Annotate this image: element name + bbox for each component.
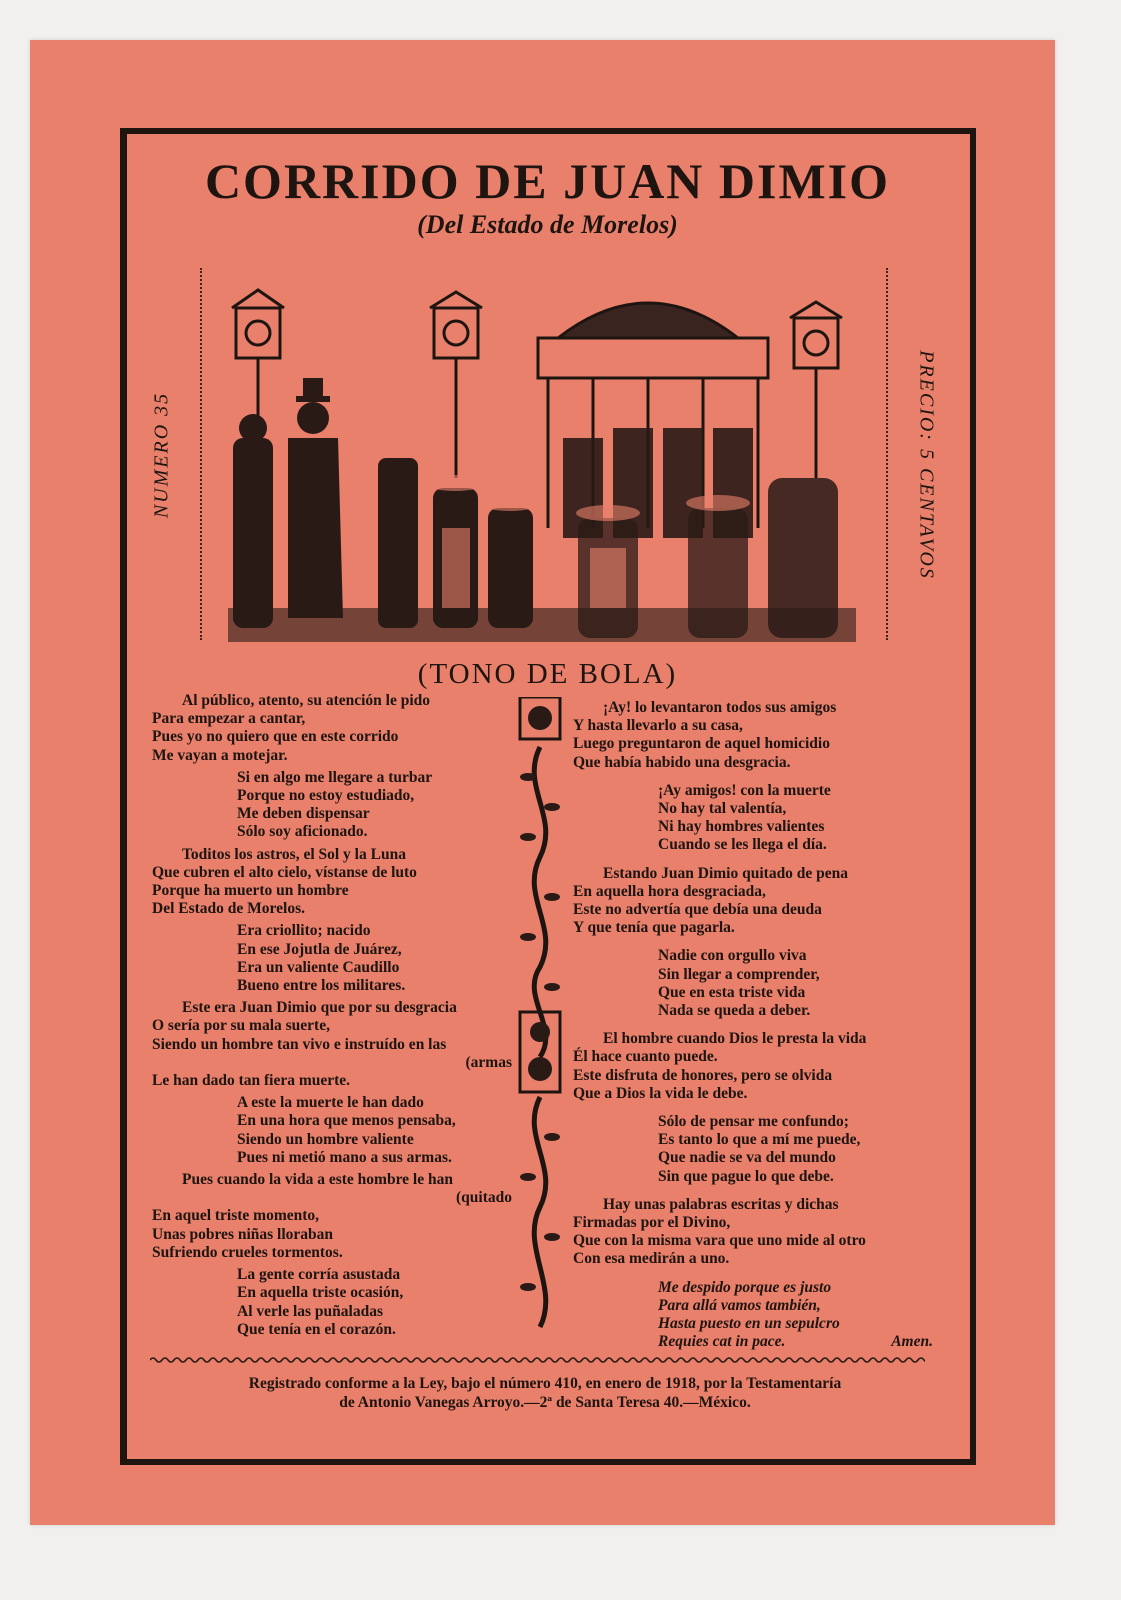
verse-line: Toditos los astros, el Sol y la Luna	[182, 845, 406, 863]
vine-ornament-divider	[518, 697, 562, 1333]
verse-line: Él hace cuanto puede.	[573, 1048, 718, 1066]
verse-line: Si en algo me llegare a turbar	[237, 768, 433, 786]
verse-line: Que con la misma vara que uno mide al otro	[573, 1232, 866, 1250]
verse-line: Me vayan a motejar.	[152, 746, 288, 764]
wavy-rule	[150, 1356, 925, 1364]
verse-line: Este disfruta de honores, pero se olvida	[573, 1066, 833, 1084]
stanza	[573, 782, 933, 855]
verse-line: Para empezar a cantar,	[152, 710, 306, 728]
registration-footer	[150, 1374, 940, 1412]
stanza	[573, 699, 933, 772]
verse-line: Y que tenía que pagarla.	[573, 919, 735, 937]
verse-line: Nada se queda a deber.	[658, 1002, 811, 1020]
verse-line: (quitado	[456, 1189, 512, 1207]
verse-line: Al público, atento, su atención le pido	[182, 692, 431, 709]
street-lamp-icon	[430, 292, 482, 478]
stanza	[573, 1030, 933, 1103]
verse-line: El hombre cuando Dios le presta la vida	[603, 1030, 867, 1048]
verse-line: Unas pobres niñas lloraban	[152, 1225, 334, 1243]
stanza	[152, 1171, 512, 1262]
stanza	[152, 1094, 512, 1167]
crowd-figures	[228, 378, 856, 642]
verse-line: Este era Juan Dimio que por su desgracia	[182, 999, 457, 1017]
verse-line: Que tenía en el corazón.	[237, 1320, 396, 1338]
verse-column-left	[152, 692, 512, 1343]
verse-line: ¡Ay amigos! con la muerte	[658, 781, 831, 799]
verse-line: Firmadas por el Divino,	[573, 1214, 731, 1232]
verse-line: Era un valiente Caudillo	[237, 958, 400, 976]
verse-line: Me deben dispensar	[237, 805, 370, 823]
verse-line: Pues yo no quiero que en este corrido	[152, 728, 399, 746]
verse-line: Que en esta triste vida	[658, 983, 806, 1001]
verse-line: Sólo de pensar me confundo;	[658, 1113, 849, 1131]
issue-number: NUMERO 35	[150, 391, 173, 519]
verse-line: Del Estado de Morelos.	[152, 900, 305, 918]
footer-line-1: Registrado conforme a la Ley, bajo el número 410, en enero de 1918, por la Testamentaría	[248, 1375, 842, 1392]
verse-line: Bueno entre los militares.	[237, 977, 406, 995]
verse-line: Hay unas palabras escritas y dichas	[603, 1195, 839, 1213]
wavy-divider-right	[886, 268, 892, 640]
price-label: PRECIO: 5 CENTAVOS	[915, 350, 938, 580]
stanza	[573, 1113, 933, 1186]
verse-line: Me despido porque es justo	[658, 1278, 832, 1296]
verse-line: Sólo soy aficionado.	[237, 823, 368, 841]
stanza	[152, 769, 512, 842]
verse-line: Pues ni metió mano a sus armas.	[237, 1148, 452, 1166]
verse-line: Que había habido una desgracia.	[573, 753, 791, 771]
verse-line: Porque no estoy estudiado,	[237, 787, 415, 805]
verse-line: Sin llegar a comprender,	[658, 965, 820, 983]
verse-line: Pues cuando la vida a este hombre le han	[182, 1171, 453, 1189]
verse-line: Que a Dios la vida le debe.	[573, 1084, 748, 1102]
stanza	[152, 692, 512, 765]
verse-line: Que cubren el alto cielo, vístanse de luto	[152, 863, 417, 881]
woodcut-illustration	[228, 278, 856, 642]
page-title: CORRIDO DE JUAN DIMIO	[204, 153, 891, 209]
verse-line: Le han dado tan fiera muerte.	[152, 1072, 351, 1090]
verse-line: Ni hay hombres valientes	[658, 818, 825, 836]
verse-line: Que nadie se va del mundo	[658, 1149, 836, 1167]
verse-line: La gente corría asustada	[237, 1266, 401, 1284]
verse-line: (armas	[465, 1053, 512, 1071]
verse-line: Siendo un hombre valiente	[237, 1130, 414, 1148]
stanza	[152, 999, 512, 1090]
verse-line: Hasta puesto en un sepulcro	[658, 1315, 840, 1333]
stanza	[573, 1196, 933, 1269]
closing-amen: Amen.	[891, 1333, 933, 1351]
stanza	[152, 846, 512, 919]
verse-line: No hay tal valentía,	[658, 800, 787, 818]
verse-line: Nadie con orgullo viva	[658, 947, 807, 965]
verse-line: Es tanto lo que a mí me puede,	[658, 1131, 861, 1149]
stanza	[573, 1279, 933, 1352]
verse-line: En aquella hora desgraciada,	[573, 882, 766, 900]
verse-line: En ese Jojutla de Juárez,	[237, 940, 402, 958]
stanza	[573, 947, 933, 1020]
verse-line: Con esa medirán a uno.	[573, 1250, 730, 1268]
verse-line: Sin que pague lo que debe.	[658, 1167, 834, 1185]
verse-line: En aquella triste ocasión,	[237, 1284, 404, 1302]
tune-heading: (TONO DE BOLA)	[417, 658, 678, 690]
verse-line: En aquel triste momento,	[152, 1207, 320, 1225]
verse-line: Cuando se les llega el día.	[658, 836, 827, 854]
verse-line: Y hasta llevarlo a su casa,	[573, 717, 743, 735]
wavy-divider-left	[200, 268, 206, 640]
footer-line-2: de Antonio Vanegas Arroyo.—2ª de Santa Teresa 40.—México.	[339, 1394, 751, 1411]
verse-line: Era criollito; nacido	[237, 922, 371, 940]
verse-line: Requies cat in pace.	[658, 1333, 786, 1351]
verse-line: Porque ha muerto un hombre	[152, 882, 349, 900]
verse-line: A este la muerte le han dado	[237, 1094, 424, 1112]
verse-column-right	[573, 699, 933, 1362]
verse-line: ¡Ay! lo levantaron todos sus amigos	[603, 699, 837, 716]
stanza	[152, 922, 512, 995]
verse-line: Sufriendo crueles tormentos.	[152, 1243, 343, 1261]
stanza	[573, 865, 933, 938]
verse-line: En una hora que menos pensaba,	[237, 1112, 456, 1130]
verse-line: Estando Juan Dimio quitado de pena	[603, 864, 849, 882]
verse-line: O sería por su mala suerte,	[152, 1017, 330, 1035]
verse-line: Al verle las puñaladas	[237, 1302, 383, 1320]
verse-line: Siendo un hombre tan vivo e instruído en las	[152, 1035, 447, 1053]
street-lamp-icon	[790, 302, 842, 478]
verse-line: Este no advertía que debía una deuda	[573, 901, 822, 919]
verse-line: Para allá vamos también,	[658, 1296, 821, 1314]
stanza	[152, 1266, 512, 1339]
verse-line: Luego preguntaron de aquel homicidio	[573, 735, 830, 753]
subtitle: (Del Estado de Morelos)	[417, 210, 678, 239]
